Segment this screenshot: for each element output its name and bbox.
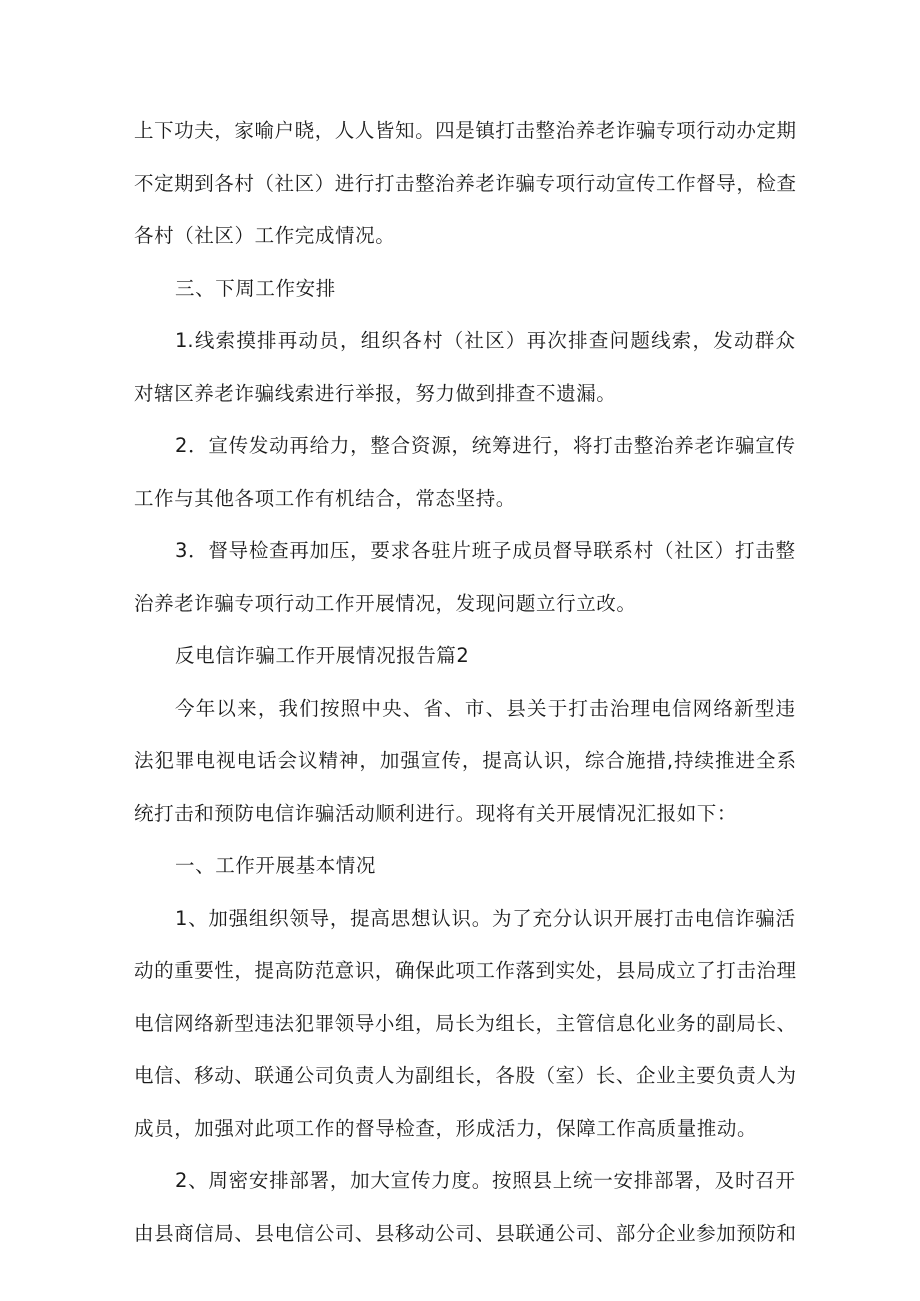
text-line: 各村（社区）工作完成情况。: [134, 224, 396, 247]
text-line: 工作与其他各项工作有机结合，常态坚持。: [134, 487, 516, 510]
text-line: 3．督导检查再加压，要求各驻片班子成员督导联系村（社区）打击整: [175, 539, 795, 562]
text-line: 电信网络新型违法犯罪领导小组，局长为组长，主管信息化业务的副局长、: [134, 1012, 796, 1035]
text-line: 2、周密安排部署，加大宣传力度。按照县上统一安排部署，及时召开: [175, 1169, 795, 1192]
report-title: 反电信诈骗工作开展情况报告篇2: [175, 644, 470, 667]
text-line: 上下功夫，家喻户晓，人人皆知。四是镇打击整治养老诈骗专项行动办定期: [134, 119, 796, 142]
text-line: 成员，加强对此项工作的督导检查，形成活力，保障工作高质量推动。: [134, 1117, 758, 1140]
text-line: 电信、移动、联通公司负责人为副组长，各股（室）长、企业主要负责人为: [134, 1064, 796, 1087]
text-line: 不定期到各村（社区）进行打击整治养老诈骗专项行动宣传工作督导，检查: [134, 172, 796, 195]
text-line: 法犯罪电视电话会议精神，加强宣传，提高认识，综合施措,持续推进全系: [134, 749, 796, 772]
text-line: 2．宣传发动再给力，整合资源，统筹进行，将打击整治养老诈骗宣传: [175, 434, 795, 457]
text-line: 1.线索摸排再动员，组织各村（社区）再次排查问题线索，发动群众: [175, 329, 795, 352]
text-line: 治养老诈骗专项行动工作开展情况，发现问题立行立改。: [134, 592, 637, 615]
text-line: 今年以来，我们按照中央、省、市、县关于打击治理电信网络新型违: [175, 697, 795, 720]
text-line: 对辖区养老诈骗线索进行举报，努力做到排查不遗漏。: [134, 382, 617, 405]
text-line: 统打击和预防电信诈骗活动顺利进行。现将有关开展情况汇报如下：: [134, 802, 738, 825]
section-heading: 三、下周工作安排: [175, 277, 336, 300]
text-line: 由县商信局、县电信公司、县移动公司、县联通公司、部分企业参加预防和: [134, 1222, 796, 1245]
text-line: 1、加强组织领导，提高思想认识。为了充分认识开展打击电信诈骗活: [175, 907, 795, 930]
section-heading: 一、工作开展基本情况: [175, 854, 377, 877]
text-line: 动的重要性，提高防范意识，确保此项工作落到实处，县局成立了打击治理: [134, 959, 796, 982]
